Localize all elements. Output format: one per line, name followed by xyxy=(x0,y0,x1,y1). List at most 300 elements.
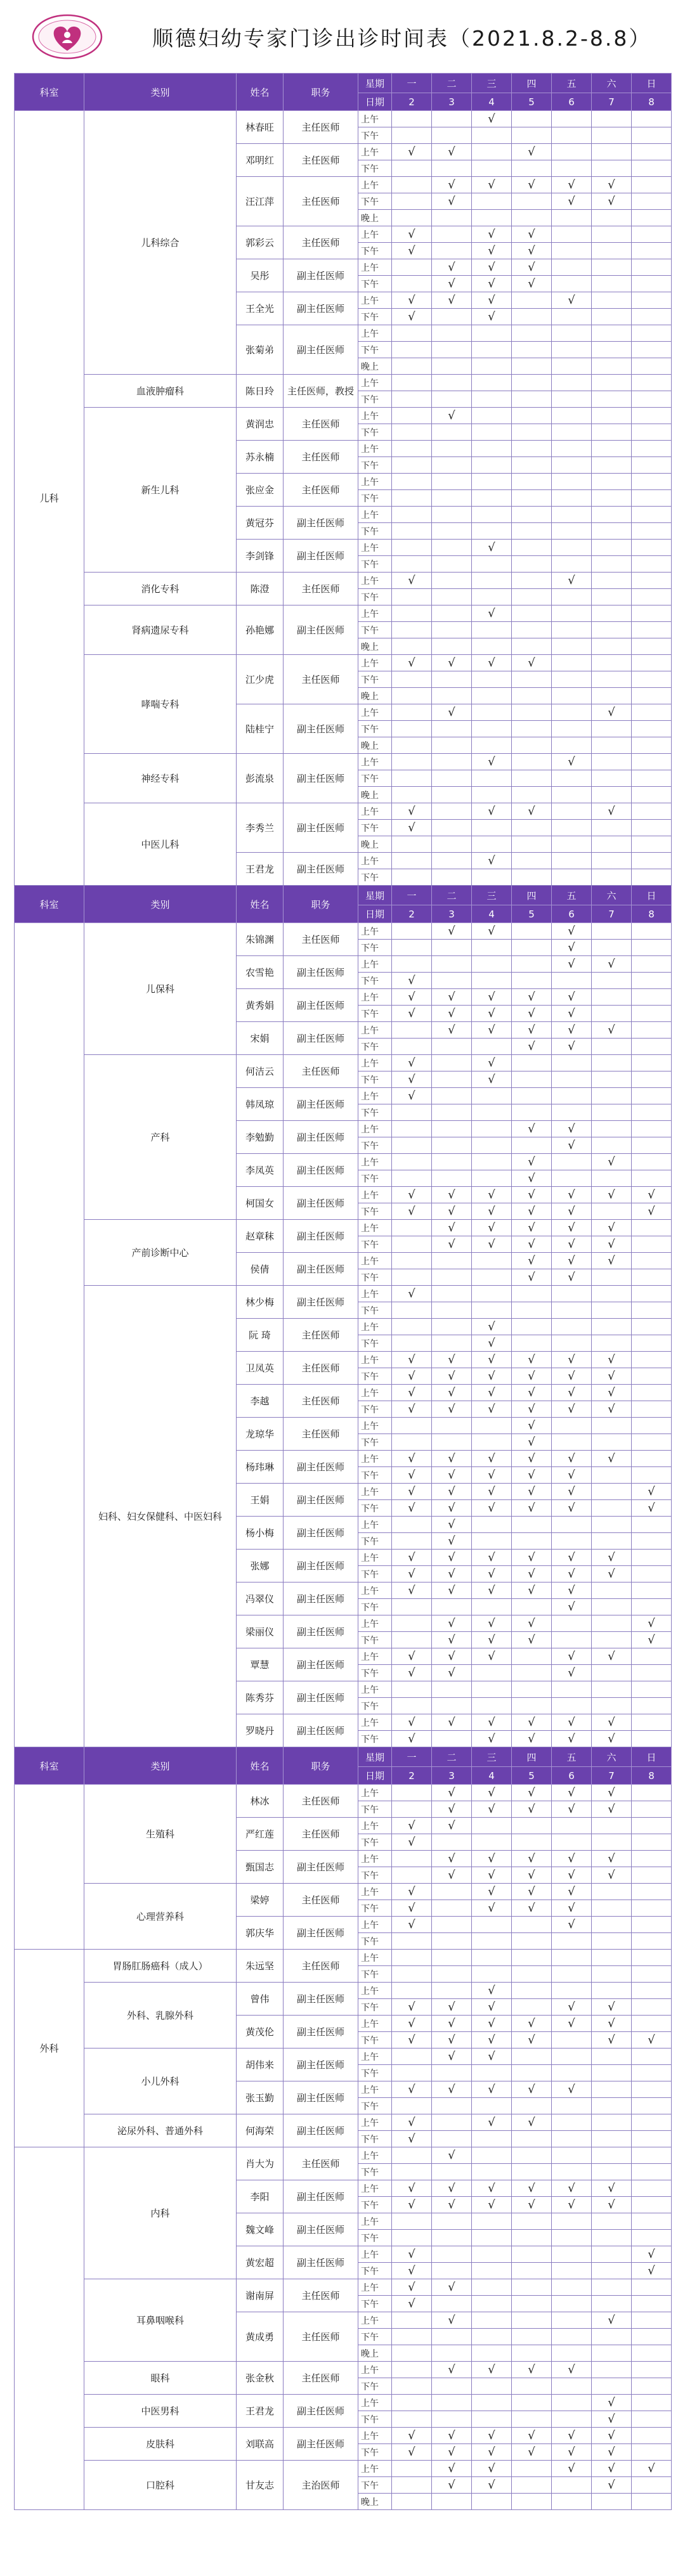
check-icon: √ xyxy=(512,1253,552,1269)
empty-cell xyxy=(392,276,432,292)
doctor-title: 副主任医师 xyxy=(284,2180,358,2213)
empty-cell xyxy=(632,144,672,160)
empty-cell xyxy=(592,457,632,474)
check-icon: √ xyxy=(552,1731,592,1747)
schedule-row xyxy=(15,2395,672,2411)
empty-cell xyxy=(512,1834,552,1851)
check-icon: √ xyxy=(512,1851,552,1867)
time-slot-label: 下午 xyxy=(358,770,392,787)
header-row-weekday xyxy=(15,886,672,905)
check-icon: √ xyxy=(552,1917,592,1933)
empty-cell xyxy=(432,424,472,441)
check-icon: √ xyxy=(552,1039,592,1055)
empty-cell xyxy=(392,523,432,540)
empty-cell xyxy=(432,1121,472,1137)
empty-cell xyxy=(392,1533,432,1550)
doctor-name: 卫凤英 xyxy=(237,1352,284,1385)
time-slot-label: 下午 xyxy=(358,490,392,507)
check-icon: √ xyxy=(392,1884,432,1900)
empty-cell xyxy=(512,1302,552,1319)
check-icon: √ xyxy=(392,1999,432,2016)
doctor-name: 何洁云 xyxy=(237,1055,284,1088)
empty-cell xyxy=(432,1104,472,1121)
check-icon: √ xyxy=(472,1335,512,1352)
doctor-name: 杨玮琳 xyxy=(237,1451,284,1484)
empty-cell xyxy=(632,177,672,193)
doctor-title: 主任医师 xyxy=(284,226,358,259)
time-slot-label: 下午 xyxy=(358,457,392,474)
empty-cell xyxy=(592,1170,632,1187)
check-icon: √ xyxy=(552,1785,592,1801)
check-icon: √ xyxy=(392,2180,432,2197)
empty-cell xyxy=(552,2065,592,2081)
check-icon: √ xyxy=(472,276,512,292)
empty-cell xyxy=(512,836,552,853)
empty-cell xyxy=(392,1104,432,1121)
empty-cell xyxy=(632,1900,672,1917)
check-icon: √ xyxy=(592,1253,632,1269)
doctor-name: 陆桂宁 xyxy=(237,704,284,754)
doctor-name: 彭流泉 xyxy=(237,754,284,803)
check-icon: √ xyxy=(592,803,632,820)
empty-cell xyxy=(552,424,592,441)
empty-cell xyxy=(472,1088,512,1104)
check-icon: √ xyxy=(392,655,432,671)
check-icon: √ xyxy=(472,1582,512,1599)
check-icon: √ xyxy=(552,1801,592,1818)
empty-cell xyxy=(632,1022,672,1039)
empty-cell xyxy=(632,638,672,655)
empty-cell xyxy=(632,1917,672,1933)
empty-cell xyxy=(552,144,592,160)
empty-cell xyxy=(632,2213,672,2230)
empty-cell xyxy=(552,721,592,737)
check-icon: √ xyxy=(592,956,632,973)
department-cell xyxy=(15,2147,84,2510)
check-icon: √ xyxy=(472,111,512,127)
empty-cell xyxy=(432,1055,472,1071)
check-icon: √ xyxy=(392,1055,432,1071)
empty-cell xyxy=(432,441,472,457)
time-slot-label: 下午 xyxy=(358,1867,392,1884)
empty-cell xyxy=(632,424,672,441)
check-icon: √ xyxy=(432,2312,472,2329)
empty-cell xyxy=(632,754,672,770)
doctor-title: 副主任医师 xyxy=(284,1088,358,1121)
check-icon: √ xyxy=(472,2114,512,2131)
time-slot-label: 下午 xyxy=(358,1434,392,1451)
schedule-row xyxy=(15,1220,672,1236)
check-icon: √ xyxy=(432,2197,472,2213)
check-icon: √ xyxy=(392,1500,432,1517)
empty-cell xyxy=(512,507,552,523)
empty-cell xyxy=(632,2494,672,2510)
check-icon: √ xyxy=(512,1484,552,1500)
doctor-title: 副主任医师 xyxy=(284,259,358,292)
empty-cell xyxy=(592,853,632,869)
check-icon: √ xyxy=(432,292,472,309)
empty-cell xyxy=(592,111,632,127)
check-icon: √ xyxy=(472,2197,512,2213)
empty-cell xyxy=(472,2147,512,2164)
doctor-title: 副主任医师 xyxy=(284,1550,358,1582)
empty-cell xyxy=(392,193,432,210)
category-cell: 泌尿外科、普通外科 xyxy=(84,2114,237,2147)
weekday-header: 三 xyxy=(472,1747,512,1767)
empty-cell xyxy=(552,1071,592,1088)
empty-cell xyxy=(632,1681,672,1698)
empty-cell xyxy=(472,1665,512,1681)
empty-cell xyxy=(392,1236,432,1253)
empty-cell xyxy=(552,2312,592,2329)
empty-cell xyxy=(632,1983,672,1999)
empty-cell xyxy=(392,325,432,342)
empty-cell xyxy=(592,408,632,424)
empty-cell xyxy=(432,2230,472,2246)
check-icon: √ xyxy=(432,1533,472,1550)
col-header-name: 姓名 xyxy=(237,886,284,923)
empty-cell xyxy=(632,342,672,358)
empty-cell xyxy=(592,226,632,243)
empty-cell xyxy=(432,638,472,655)
empty-cell xyxy=(392,2065,432,2081)
check-icon: √ xyxy=(512,1006,552,1022)
empty-cell xyxy=(552,1698,592,1714)
empty-cell xyxy=(592,2213,632,2230)
empty-cell xyxy=(632,1253,672,1269)
empty-cell xyxy=(432,1950,472,1966)
empty-cell xyxy=(392,1867,432,1884)
empty-cell xyxy=(632,523,672,540)
empty-cell xyxy=(512,589,552,605)
empty-cell xyxy=(592,2098,632,2114)
doctor-title: 副主任医师 xyxy=(284,1582,358,1615)
weekday-header: 三 xyxy=(472,74,512,93)
empty-cell xyxy=(632,1467,672,1484)
empty-cell xyxy=(632,1434,672,1451)
empty-cell xyxy=(392,1681,432,1698)
empty-cell xyxy=(632,358,672,375)
empty-cell xyxy=(552,358,592,375)
time-slot-label: 上午 xyxy=(358,1352,392,1368)
empty-cell xyxy=(632,2131,672,2147)
doctor-name: 罗晓丹 xyxy=(237,1714,284,1747)
doctor-title: 副主任医师 xyxy=(284,2114,358,2147)
empty-cell xyxy=(392,1319,432,1335)
check-icon: √ xyxy=(512,2016,552,2032)
doctor-title: 副主任医师 xyxy=(284,1220,358,1253)
empty-cell xyxy=(392,923,432,940)
empty-cell xyxy=(632,1039,672,1055)
empty-cell xyxy=(632,226,672,243)
empty-cell xyxy=(592,1269,632,1286)
check-icon: √ xyxy=(392,2197,432,2213)
empty-cell xyxy=(472,1269,512,1286)
empty-cell xyxy=(512,2345,552,2362)
empty-cell xyxy=(472,1039,512,1055)
check-icon: √ xyxy=(512,1236,552,1253)
empty-cell xyxy=(432,325,472,342)
empty-cell xyxy=(432,490,472,507)
empty-cell xyxy=(472,424,512,441)
empty-cell xyxy=(632,490,672,507)
doctor-title: 副主任医师 xyxy=(284,325,358,375)
empty-cell xyxy=(512,1533,552,1550)
check-icon: √ xyxy=(472,1187,512,1203)
check-icon: √ xyxy=(472,1220,512,1236)
category-cell: 新生儿科 xyxy=(84,408,237,573)
empty-cell xyxy=(392,721,432,737)
empty-cell xyxy=(592,655,632,671)
empty-cell xyxy=(432,1434,472,1451)
empty-cell xyxy=(512,523,552,540)
time-slot-label: 上午 xyxy=(358,226,392,243)
empty-cell xyxy=(552,2494,592,2510)
col-header-name: 姓名 xyxy=(237,1747,284,1785)
check-icon: √ xyxy=(512,1785,552,1801)
date-header: 4 xyxy=(472,905,512,923)
empty-cell xyxy=(552,605,592,622)
empty-cell xyxy=(552,1055,592,1071)
empty-cell xyxy=(552,589,592,605)
empty-cell xyxy=(512,160,552,177)
check-icon: √ xyxy=(512,1900,552,1917)
empty-cell xyxy=(392,1121,432,1137)
doctor-title: 副主任医师 xyxy=(284,1154,358,1187)
empty-cell xyxy=(432,375,472,391)
empty-cell xyxy=(432,2246,472,2263)
empty-cell xyxy=(512,457,552,474)
doctor-title: 主任医师 xyxy=(284,2147,358,2180)
check-icon: √ xyxy=(592,1352,632,1368)
time-slot-label: 上午 xyxy=(358,111,392,127)
doctor-name: 郭彩云 xyxy=(237,226,284,259)
empty-cell xyxy=(472,787,512,803)
col-header-category: 类别 xyxy=(84,886,237,923)
empty-cell xyxy=(512,2461,552,2477)
check-icon: √ xyxy=(432,1582,472,1599)
empty-cell xyxy=(512,474,552,490)
time-slot-label: 下午 xyxy=(358,2378,392,2395)
time-slot-label: 下午 xyxy=(358,973,392,989)
empty-cell xyxy=(592,754,632,770)
check-icon: √ xyxy=(432,2362,472,2378)
empty-cell xyxy=(392,869,432,886)
empty-cell xyxy=(632,540,672,556)
doctor-title: 主任医师，教授 xyxy=(284,375,358,408)
empty-cell xyxy=(592,2279,632,2296)
check-icon: √ xyxy=(592,1368,632,1385)
time-slot-label: 上午 xyxy=(358,2147,392,2164)
schedule-row xyxy=(15,1884,672,1900)
empty-cell xyxy=(632,1566,672,1582)
empty-cell xyxy=(632,2477,672,2494)
check-icon: √ xyxy=(392,309,432,325)
check-icon: √ xyxy=(592,1714,632,1731)
category-cell: 口腔科 xyxy=(84,2461,237,2510)
time-slot-label: 下午 xyxy=(358,2477,392,2494)
empty-cell xyxy=(632,1999,672,2016)
empty-cell xyxy=(592,441,632,457)
time-slot-label: 上午 xyxy=(358,2213,392,2230)
doctor-title: 副主任医师 xyxy=(284,2081,358,2114)
time-slot-label: 上午 xyxy=(358,956,392,973)
empty-cell xyxy=(592,573,632,589)
doctor-title: 副主任医师 xyxy=(284,1451,358,1484)
empty-cell xyxy=(512,2477,552,2494)
time-slot-label: 上午 xyxy=(358,2312,392,2329)
time-slot-label: 下午 xyxy=(358,424,392,441)
check-icon: √ xyxy=(632,1632,672,1648)
check-icon: √ xyxy=(592,193,632,210)
doctor-name: 农雪艳 xyxy=(237,956,284,989)
empty-cell xyxy=(472,2378,512,2395)
doctor-title: 副主任医师 xyxy=(284,1983,358,2016)
empty-cell xyxy=(552,490,592,507)
schedule-row xyxy=(15,573,672,589)
check-icon: √ xyxy=(472,1467,512,1484)
time-slot-label: 晚上 xyxy=(358,638,392,655)
check-icon: √ xyxy=(552,1665,592,1681)
category-cell: 生殖科 xyxy=(84,1785,237,1884)
check-icon: √ xyxy=(592,1731,632,1747)
empty-cell xyxy=(432,836,472,853)
empty-cell xyxy=(432,803,472,820)
check-icon: √ xyxy=(392,1352,432,1368)
check-icon: √ xyxy=(392,1385,432,1401)
check-icon: √ xyxy=(472,2016,512,2032)
check-icon: √ xyxy=(512,1467,552,1484)
time-slot-label: 上午 xyxy=(358,754,392,770)
empty-cell xyxy=(592,2362,632,2378)
check-icon: √ xyxy=(432,1352,472,1368)
check-icon: √ xyxy=(392,1401,432,1418)
doctor-name: 林少梅 xyxy=(237,1286,284,1319)
time-slot-label: 上午 xyxy=(358,1785,392,1801)
empty-cell xyxy=(592,358,632,375)
empty-cell xyxy=(632,2197,672,2213)
empty-cell xyxy=(392,1154,432,1170)
empty-cell xyxy=(512,853,552,869)
doctor-title: 主任医师 xyxy=(284,1884,358,1917)
doctor-name: 刘联高 xyxy=(237,2428,284,2461)
empty-cell xyxy=(632,622,672,638)
check-icon: √ xyxy=(512,1731,552,1747)
time-slot-label: 上午 xyxy=(358,704,392,721)
empty-cell xyxy=(592,737,632,754)
empty-cell xyxy=(632,2180,672,2197)
category-cell: 小儿外科 xyxy=(84,2049,237,2114)
empty-cell xyxy=(472,820,512,836)
check-icon: √ xyxy=(472,989,512,1006)
check-icon: √ xyxy=(392,1917,432,1933)
date-header: 8 xyxy=(632,905,672,923)
empty-cell xyxy=(632,193,672,210)
time-slot-label: 下午 xyxy=(358,1203,392,1220)
empty-cell xyxy=(552,391,592,408)
check-icon: √ xyxy=(472,1731,512,1747)
empty-cell xyxy=(472,1418,512,1434)
empty-cell xyxy=(432,2131,472,2147)
empty-cell xyxy=(432,853,472,869)
doctor-name: 苏永楠 xyxy=(237,441,284,474)
check-icon: √ xyxy=(472,655,512,671)
check-icon: √ xyxy=(592,1785,632,1801)
empty-cell xyxy=(552,127,592,144)
time-slot-label: 下午 xyxy=(358,1632,392,1648)
empty-cell xyxy=(592,1434,632,1451)
empty-cell xyxy=(632,2049,672,2065)
time-slot-label: 下午 xyxy=(358,1665,392,1681)
empty-cell xyxy=(552,787,592,803)
empty-cell xyxy=(512,2494,552,2510)
check-icon: √ xyxy=(432,1006,472,1022)
empty-cell xyxy=(552,2230,592,2246)
empty-cell xyxy=(512,1286,552,1302)
empty-cell xyxy=(552,457,592,474)
time-slot-label: 晚上 xyxy=(358,787,392,803)
empty-cell xyxy=(592,836,632,853)
check-icon: √ xyxy=(552,292,592,309)
time-slot-label: 下午 xyxy=(358,1401,392,1418)
check-icon: √ xyxy=(392,1187,432,1203)
empty-cell xyxy=(632,111,672,127)
time-slot-label: 晚上 xyxy=(358,2345,392,2362)
doctor-title: 副主任医师 xyxy=(284,2428,358,2461)
empty-cell xyxy=(392,1517,432,1533)
check-icon: √ xyxy=(632,1484,672,1500)
empty-cell xyxy=(592,210,632,226)
weekday-header: 一 xyxy=(392,74,432,93)
empty-cell xyxy=(472,2411,512,2428)
empty-cell xyxy=(472,1834,512,1851)
col-header-dept: 科室 xyxy=(15,74,84,111)
empty-cell xyxy=(472,2312,512,2329)
empty-cell xyxy=(512,1917,552,1933)
empty-cell xyxy=(632,1731,672,1747)
empty-cell xyxy=(512,638,552,655)
empty-cell xyxy=(592,1615,632,1632)
empty-cell xyxy=(432,2494,472,2510)
doctor-title: 副主任医师 xyxy=(284,1714,358,1747)
empty-cell xyxy=(592,523,632,540)
empty-cell xyxy=(512,309,552,325)
check-icon: √ xyxy=(472,1022,512,1039)
time-slot-label: 上午 xyxy=(358,1851,392,1867)
empty-cell xyxy=(552,704,592,721)
empty-cell xyxy=(632,1867,672,1884)
time-slot-label: 下午 xyxy=(358,1500,392,1517)
time-slot-label: 上午 xyxy=(358,1983,392,1999)
time-slot-label: 上午 xyxy=(358,2016,392,2032)
check-icon: √ xyxy=(472,1006,512,1022)
check-icon: √ xyxy=(512,1867,552,1884)
weekday-label: 星期 xyxy=(358,1747,392,1767)
category-cell: 肾病遗尿专科 xyxy=(84,605,237,655)
category-cell: 内科 xyxy=(84,2147,237,2279)
empty-cell xyxy=(552,688,592,704)
empty-cell xyxy=(632,1834,672,1851)
empty-cell xyxy=(432,391,472,408)
check-icon: √ xyxy=(472,2180,512,2197)
time-slot-label: 上午 xyxy=(358,655,392,671)
empty-cell xyxy=(512,787,552,803)
empty-cell xyxy=(512,1983,552,1999)
time-slot-label: 下午 xyxy=(358,1933,392,1950)
empty-cell xyxy=(472,721,512,737)
empty-cell xyxy=(392,1966,432,1983)
schedule-row xyxy=(15,923,672,940)
